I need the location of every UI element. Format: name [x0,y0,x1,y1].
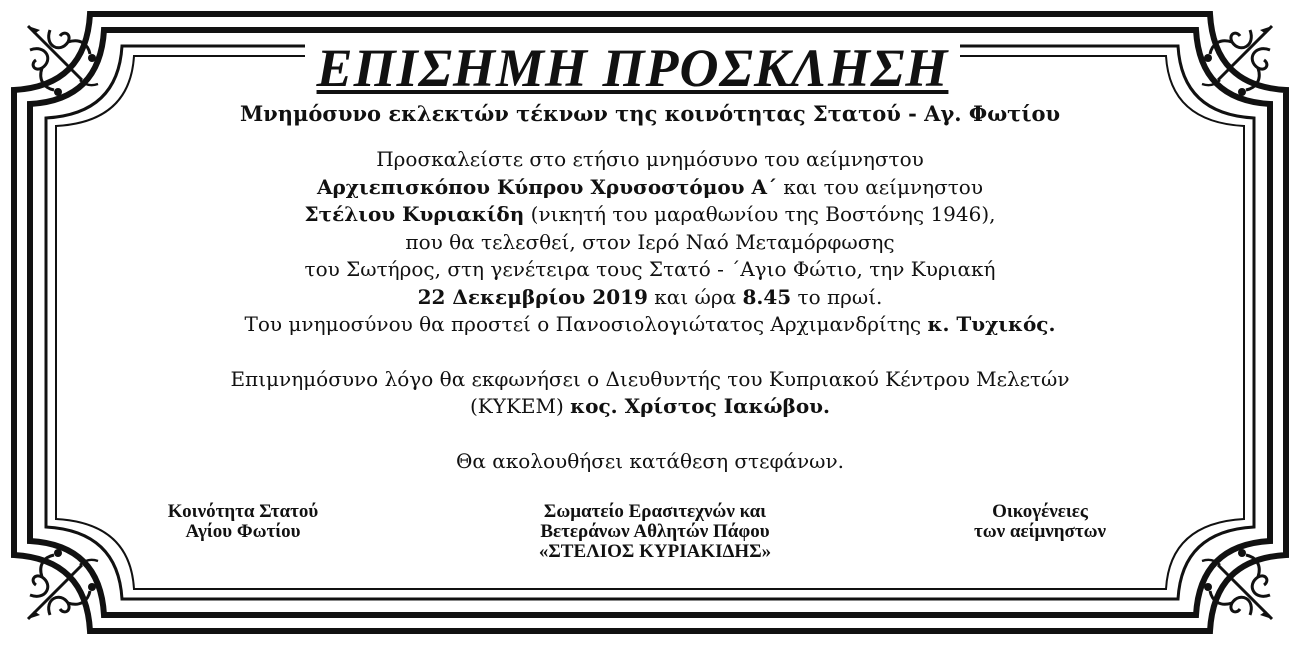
officiant-name: κ. Τυχικός. [927,312,1056,336]
invitation-body [120,146,1180,475]
signature-line: «ΣΤΕΛΙΟΣ ΚΥΡΙΑΚΙΔΗΣ» [538,541,772,562]
signature-right [940,502,1140,542]
body-line [120,174,1180,202]
event-date: 22 Δεκεμβρίου 2019 [417,284,648,309]
body-text: και του αείμνηστου [777,174,983,199]
body-line: Επιμνημόσυνο λόγο θα εκφωνήσει ο Διευθυντής του Κυπριακού Κέντρου Μελετών [230,366,1070,391]
body-line [120,393,1180,421]
body-text: (νικητή του μαραθωνίου της Βοστόνης 1946), [524,202,996,226]
signature-line: Σωματείο Ερασιτεχνών και [543,501,767,522]
subtitle: Μνημόσυνο εκλεκτών τέκνων της κοινότητας Στατού - Αγ. Φωτίου [239,101,1061,126]
body-line: Θα ακολουθήσει κατάθεση στεφάνων. [456,448,844,473]
archbishop-name: Αρχιεπισκόπου Κύπρου Χρυσοστόμου Α΄ [316,174,778,199]
body-line: του Σωτήρος, στη γενέτειρα τους Στατό - ΄Αγιο Φώτιο, την Κυριακή [304,257,996,281]
body-line [120,311,1180,339]
honoree-name: Στέλιου Κυριακίδη [304,202,525,226]
body-text: (ΚΥΚΕΜ) [470,394,571,418]
signature-line: Βετεράνων Αθλητών Πάφου [540,521,770,542]
body-line [120,284,1180,312]
body-text: Του μνημοσύνου θα προστεί ο Πανοσιολογιώτατος Αρχιμανδρίτης [244,312,928,336]
signature-line: των αείμνηστων [973,521,1107,542]
body-line [120,201,1180,229]
body-line: Προσκαλείστε στο ετήσιο μνημόσυνο του αείμνηστου [376,147,924,171]
page-title: ΕΠΙΣΗΜΗ ΠΡΟΣΚΛΗΣΗ [305,40,960,96]
signature-line: Αγίου Φωτίου [185,521,301,542]
signature-line: Οικογένειες [992,501,1088,522]
body-text: το πρωί. [791,284,883,309]
body-text: και ώρα [647,284,743,309]
body-line: που θα τελεσθεί, στον Ιερό Ναό Μεταμόρφωσης [405,229,895,254]
signature-left [143,502,343,542]
event-time: 8.45 [742,284,792,309]
signature-center [495,502,815,562]
speaker-name: κος. Χρίστος Ιακώβου. [570,394,830,418]
signature-line: Κοινότητα Στατού [167,501,319,522]
